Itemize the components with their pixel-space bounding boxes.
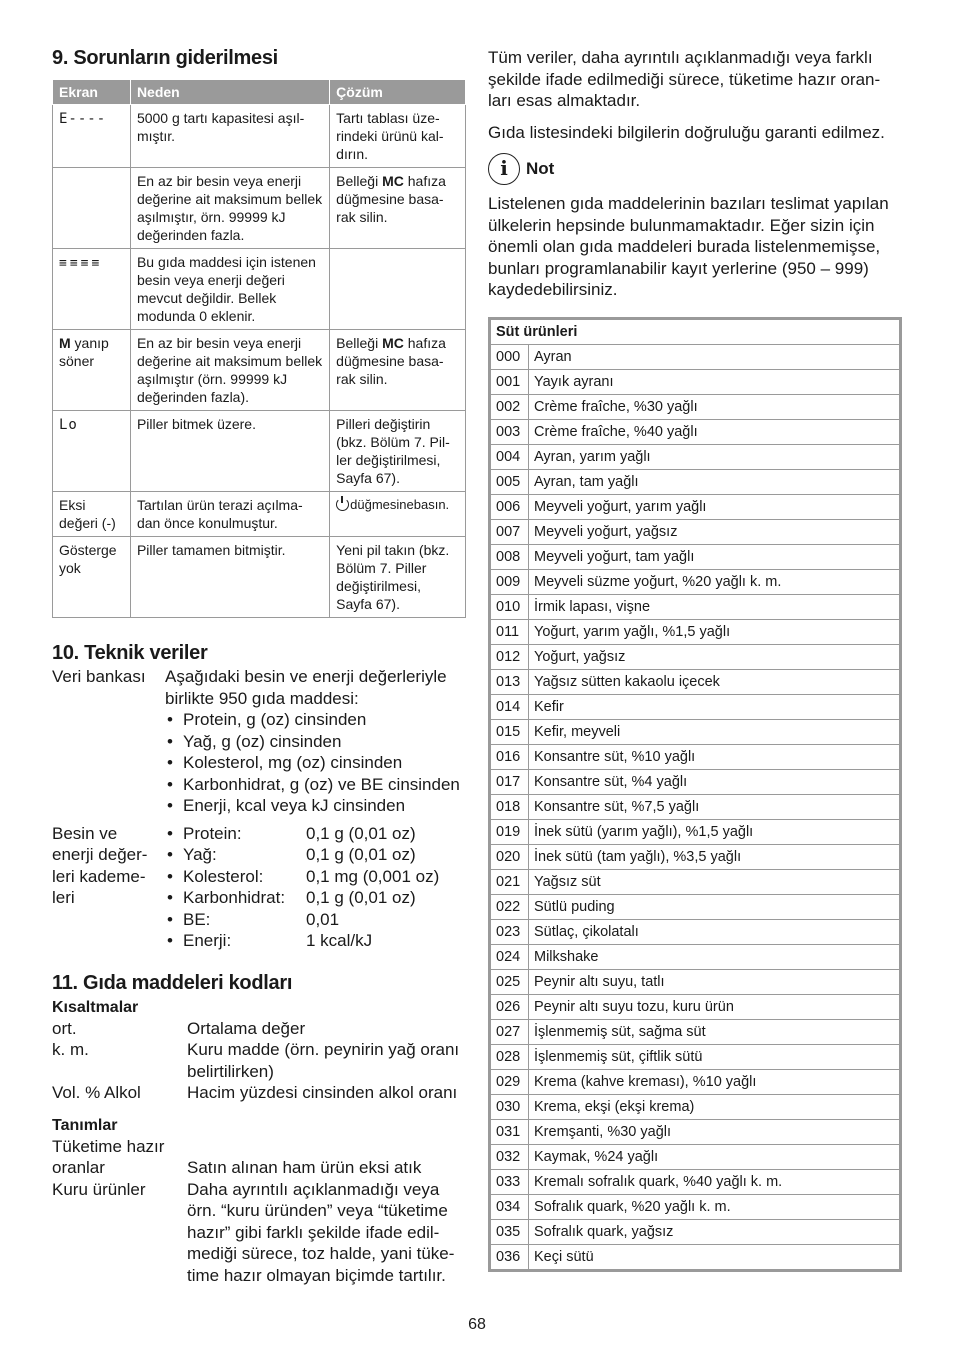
- food-code: 035: [491, 1219, 529, 1244]
- food-name: İşlenmemiş süt, sağma süt: [529, 1019, 900, 1044]
- solution-cell: Pilleri değiştirin (bkz. Bölüm 7. Pil-ler değiştirilmesi, Sayfa 67).: [330, 411, 466, 492]
- solution-text: Belleği: [336, 173, 383, 189]
- lcd-display: Lo: [59, 417, 78, 433]
- food-name: Milkshake: [529, 944, 900, 969]
- table-row: [491, 919, 900, 944]
- food-code: 012: [491, 644, 529, 669]
- cause-cell: Piller bitmek üzere.: [130, 411, 329, 492]
- header-screen: Ekran: [53, 80, 131, 105]
- screen-cell: Gösterge yok: [53, 537, 131, 618]
- table-row: [491, 544, 900, 569]
- food-name: Crème fraîche, %30 yağlı: [529, 394, 900, 419]
- table-row: [491, 869, 900, 894]
- food-name: Yağsız süt: [529, 869, 900, 894]
- food-name: Kaymak, %24 yağlı: [529, 1144, 900, 1169]
- table-row: [491, 719, 900, 744]
- list-item: ort. Ortalama değer: [52, 1018, 306, 1038]
- table-row: [491, 1219, 900, 1244]
- food-name: Yoğurt, yağsız: [529, 644, 900, 669]
- screen-cell: [53, 330, 131, 411]
- table-row: [491, 569, 900, 594]
- food-name: Sofralık quark, %20 yağlı k. m.: [529, 1194, 900, 1219]
- food-code: 018: [491, 794, 529, 819]
- food-name: Sofralık quark, yağsız: [529, 1219, 900, 1244]
- list-item: • BE: 0,01: [167, 909, 340, 929]
- lcd-display: ≡≡≡≡: [59, 256, 103, 271]
- definitions-title: Tanımlar: [52, 1116, 118, 1134]
- food-code: 022: [491, 894, 529, 919]
- food-table-header-row: [491, 319, 900, 344]
- food-code: 011: [491, 619, 529, 644]
- food-name: Kremşanti, %30 yağlı: [529, 1119, 900, 1144]
- food-code: 033: [491, 1169, 529, 1194]
- table-row: [491, 744, 900, 769]
- table-row: [491, 1244, 900, 1269]
- screen-cell: [53, 105, 131, 168]
- table-row: [491, 1144, 900, 1169]
- cause-cell: En az bir besin veya enerji değerine ait maksimum bellek aşılmıştır, örn. 99999 kJ değerinden fazla.: [130, 168, 329, 249]
- database-row: [52, 666, 466, 817]
- food-code: 034: [491, 1194, 529, 1219]
- power-icon: [336, 498, 349, 511]
- table-row: [491, 519, 900, 544]
- table-row: [491, 694, 900, 719]
- table-row: [491, 894, 900, 919]
- cause-cell: Piller tamamen bitmiştir.: [130, 537, 329, 618]
- food-code: 025: [491, 969, 529, 994]
- section-10-title: 10. Teknik veriler: [52, 642, 208, 664]
- table-row: [491, 1119, 900, 1144]
- info-icon: i: [488, 153, 520, 185]
- food-name: Konsantre süt, %7,5 yağlı: [529, 794, 900, 819]
- food-code: 004: [491, 444, 529, 469]
- food-name: Meyveli yoğurt, yağsız: [529, 519, 900, 544]
- abbreviations-list: [52, 1018, 466, 1104]
- table-row: [53, 492, 466, 537]
- food-table-body: [491, 344, 900, 1269]
- table-row: [491, 594, 900, 619]
- paragraph: Gıda listesindeki bilgilerin doğruluğu garanti edilmez.: [488, 122, 885, 142]
- screen-text: yanıp söner: [59, 335, 109, 369]
- list-item: • Karbonhidrat: 0,1 g (0,01 oz): [167, 888, 416, 907]
- food-name: Meyveli yoğurt, yarım yağlı: [529, 494, 900, 519]
- table-row: [53, 330, 466, 411]
- table-row: [491, 1069, 900, 1094]
- food-codes-table-wrapper: [488, 317, 902, 1272]
- section-10: [52, 640, 466, 952]
- list-item: • Protein, g (oz) cinsinden: [167, 710, 367, 729]
- paragraph: Tüm veriler, daha ayrıntılı açıklanmadığı veya farklı şekilde ifade edilmediği sürece, tüketime hazır oran-ları esas almaktadır.: [488, 48, 881, 110]
- lcd-display: E----: [59, 111, 107, 127]
- note-title: Not: [526, 159, 555, 179]
- list-item: • Kolesterol, mg (oz) cinsinden: [167, 753, 403, 772]
- food-code: 000: [491, 344, 529, 369]
- food-codes-table: [490, 319, 900, 1270]
- list-item: Kuru ürünler Daha ayrıntılı açıklanmadığı veya örn. “kuru üründen” veya “tüketime hazır” gibi farklı şekilde ifade edil-mediği sürece, toz halde, yani tüke-time hazır olmayan biçimde tartılır.: [52, 1179, 455, 1285]
- food-code: 006: [491, 494, 529, 519]
- page-number: 68: [468, 1316, 486, 1333]
- food-name: Krema (kahve kreması), %10 yağlı: [529, 1069, 900, 1094]
- tech-data: [52, 666, 466, 952]
- food-name: Kefir, meyveli: [529, 719, 900, 744]
- food-code: 019: [491, 819, 529, 844]
- food-name: Yayık ayranı: [529, 369, 900, 394]
- table-row: [491, 969, 900, 994]
- food-name: İrmik lapası, vişne: [529, 594, 900, 619]
- table-row: [491, 644, 900, 669]
- list-item: Tüketime hazır oranlar Satın alınan ham ürün eksi atık: [52, 1136, 422, 1177]
- cause-cell: Bu gıda maddesi için istenen besin veya enerji değeri mevcut değildir. Bellek modunda 0 eklenir.: [130, 249, 329, 330]
- table-row: [491, 794, 900, 819]
- table-row: [53, 537, 466, 618]
- table-row: [491, 844, 900, 869]
- table-row: [491, 419, 900, 444]
- table-row: [491, 444, 900, 469]
- food-name: Peynir altı suyu, tatlı: [529, 969, 900, 994]
- food-code: 031: [491, 1119, 529, 1144]
- table-row: [53, 249, 466, 330]
- table-row: [491, 469, 900, 494]
- food-name: Konsantre süt, %4 yağlı: [529, 769, 900, 794]
- screen-cell: [53, 249, 131, 330]
- left-column: [52, 45, 466, 1286]
- screen-cell: [53, 168, 131, 249]
- section-11: [52, 970, 466, 1287]
- table-row: [491, 494, 900, 519]
- header-cause: Neden: [130, 80, 329, 105]
- food-code: 028: [491, 1044, 529, 1069]
- food-code: 009: [491, 569, 529, 594]
- table-row: [491, 944, 900, 969]
- note-text: Listelenen gıda maddelerinin bazıları teslimat yapılan ülkelerin hepsinde bulunmamaktadır. Eğer sizin için önemli olan gıda maddeleri burada listelenmemişse, bunları programlanabilir kayıt yerlerine (950 – 999) kaydedebilirsiniz.: [488, 194, 889, 299]
- table-row: [53, 168, 466, 249]
- food-name: Ayran, tam yağlı: [529, 469, 900, 494]
- mc-key-label: MC: [382, 173, 404, 189]
- header-solution: Çözüm: [330, 80, 466, 105]
- food-code: 008: [491, 544, 529, 569]
- m-key-label: M: [59, 335, 71, 351]
- table-row: [491, 394, 900, 419]
- cause-cell: En az bir besin veya enerji değerine ait maksimum bellek aşılmıştır (örn. 99999 kJ değerinden fazla).: [130, 330, 329, 411]
- solution-cell: [330, 249, 466, 330]
- table-row: [491, 369, 900, 394]
- food-code: 003: [491, 419, 529, 444]
- resolution-label: Besin ve enerji değer-leri kademe-leri: [52, 823, 148, 907]
- list-item: • Kolesterol: 0,1 mg (0,001 oz): [167, 866, 440, 886]
- cause-cell: 5000 g tartı kapasitesi aşıl-mıştır.: [130, 105, 329, 168]
- table-row: [491, 619, 900, 644]
- food-code: 024: [491, 944, 529, 969]
- food-name: Crème fraîche, %40 yağlı: [529, 419, 900, 444]
- solution-cell: [330, 330, 466, 411]
- table-row: [491, 769, 900, 794]
- food-code: 014: [491, 694, 529, 719]
- food-name: Sütlaç, çikolatalı: [529, 919, 900, 944]
- list-item: • Karbonhidrat, g (oz) ve BE cinsinden: [167, 774, 460, 794]
- table-row: [491, 819, 900, 844]
- food-name: Meyveli yoğurt, tam yağlı: [529, 544, 900, 569]
- mc-key-label: MC: [382, 335, 404, 351]
- cause-cell: Tartılan ürün terazi açılma-dan önce konulmuştur.: [130, 492, 329, 537]
- food-code: 016: [491, 744, 529, 769]
- solution-cell: Tartı tablası üze-rindeki ürünü kal-dırın.: [330, 105, 466, 168]
- food-name: İnek sütü (tam yağlı), %3,5 yağlı: [529, 844, 900, 869]
- food-name: Ayran: [529, 344, 900, 369]
- food-name: Ayran, yarım yağlı: [529, 444, 900, 469]
- food-code: 032: [491, 1144, 529, 1169]
- food-code: 021: [491, 869, 529, 894]
- food-code: 001: [491, 369, 529, 394]
- list-item: • Yağ, g (oz) cinsinden: [167, 731, 342, 751]
- screen-cell: [53, 411, 131, 492]
- food-code: 013: [491, 669, 529, 694]
- food-name: Meyveli süzme yoğurt, %20 yağlı k. m.: [529, 569, 900, 594]
- list-item: • Protein: 0,1 g (0,01 oz): [167, 823, 416, 843]
- solution-text: hafıza düğmesine basa-rak silin.: [336, 173, 446, 225]
- food-name: Kefir: [529, 694, 900, 719]
- definitions-list: [52, 1136, 466, 1287]
- food-code: 020: [491, 844, 529, 869]
- food-code: 007: [491, 519, 529, 544]
- resolution-row: [52, 823, 466, 952]
- food-name: Peynir altı suyu tozu, kuru ürün: [529, 994, 900, 1019]
- abbreviations-title: Kısaltmalar: [52, 998, 139, 1016]
- food-code: 015: [491, 719, 529, 744]
- food-name: Kremalı sofralık quark, %40 yağlı k. m.: [529, 1169, 900, 1194]
- food-code: 027: [491, 1019, 529, 1044]
- screen-cell: Eksi değeri (-): [53, 492, 131, 537]
- food-code: 017: [491, 769, 529, 794]
- troubleshooting-table: [52, 79, 466, 618]
- food-name: Yağsız sütten kakaolu içecek: [529, 669, 900, 694]
- note-header: [488, 153, 902, 185]
- right-column: [488, 47, 902, 1272]
- database-intro: Aşağıdaki besin ve enerji değerleriyle birlikte 950 gıda maddesi:: [165, 667, 447, 708]
- solution-cell: [330, 168, 466, 249]
- food-code: 002: [491, 394, 529, 419]
- list-item: • Enerji, kcal veya kJ cinsinden: [167, 796, 406, 815]
- food-code: 023: [491, 919, 529, 944]
- solution-text: düğmesinebasın.: [350, 497, 450, 512]
- table-row: [53, 411, 466, 492]
- solution-cell: [330, 492, 466, 537]
- food-name: İnek sütü (yarım yağlı), %1,5 yağlı: [529, 819, 900, 844]
- table-row: [491, 669, 900, 694]
- troubleshooting-header-row: [53, 80, 466, 105]
- table-row: [491, 1169, 900, 1194]
- solution-cell: Yeni pil takın (bkz. Bölüm 7. Piller değiştirilmesi, Sayfa 67).: [330, 537, 466, 618]
- food-name: Krema, ekşi (ekşi krema): [529, 1094, 900, 1119]
- section-9-title: 9. Sorunların giderilmesi: [52, 47, 278, 69]
- food-code: 030: [491, 1094, 529, 1119]
- intro-text: [488, 47, 902, 301]
- food-code: 029: [491, 1069, 529, 1094]
- food-name: Konsantre süt, %10 yağlı: [529, 744, 900, 769]
- list-item: k. m. Kuru madde (örn. peynirin yağ oranı belirtilirken): [52, 1040, 460, 1081]
- solution-text: hafıza düğmesine basa-rak silin.: [336, 335, 446, 387]
- list-item: • Enerji: 1 kcal/kJ: [167, 931, 373, 950]
- table-row: [491, 344, 900, 369]
- table-row: [491, 1019, 900, 1044]
- food-code: 005: [491, 469, 529, 494]
- solution-text: Belleği: [336, 335, 383, 351]
- food-name: Yoğurt, yarım yağlı, %1,5 yağlı: [529, 619, 900, 644]
- list-item: • Yağ: 0,1 g (0,01 oz): [167, 845, 416, 864]
- food-code: 036: [491, 1244, 529, 1269]
- food-name: Keçi sütü: [529, 1244, 900, 1269]
- food-name: Sütlü puding: [529, 894, 900, 919]
- table-row: [53, 105, 466, 168]
- database-label: Veri bankası: [52, 667, 146, 686]
- food-category-header: Süt ürünleri: [491, 319, 900, 344]
- section-11-title: 11. Gıda maddeleri kodları: [52, 971, 293, 994]
- food-code: 026: [491, 994, 529, 1019]
- list-item: Vol. % Alkol Hacim yüzdesi cinsinden alkol oranı: [52, 1083, 458, 1102]
- table-row: [491, 1044, 900, 1069]
- table-row: [491, 1194, 900, 1219]
- food-code: 010: [491, 594, 529, 619]
- table-row: [491, 994, 900, 1019]
- table-row: [491, 1094, 900, 1119]
- food-name: İşlenmemiş süt, çiftlik sütü: [529, 1044, 900, 1069]
